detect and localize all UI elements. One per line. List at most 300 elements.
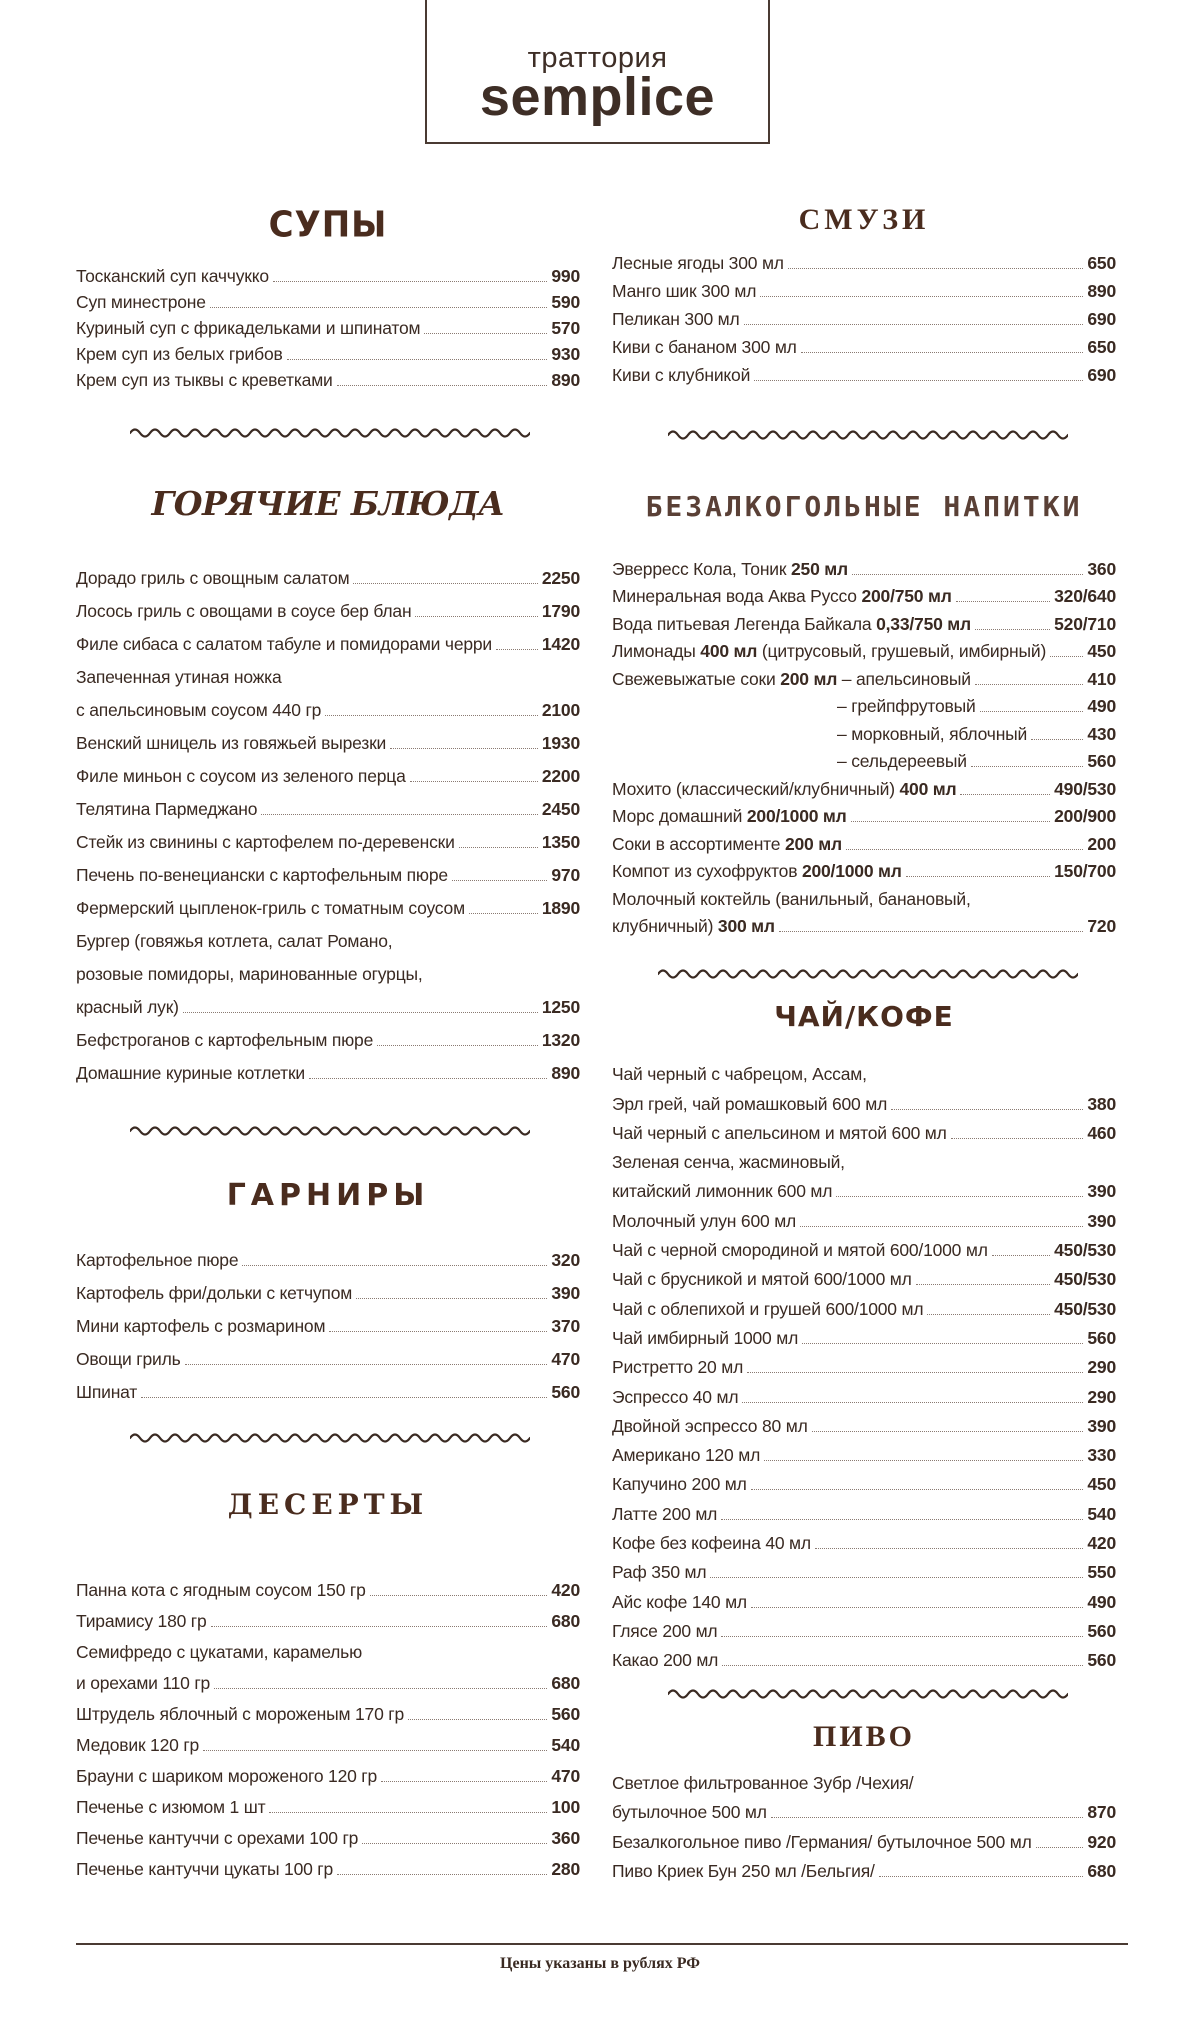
menu-item-name (76, 1859, 333, 1880)
menu-item-name (76, 931, 392, 952)
menu-item-row (612, 246, 1116, 274)
menu-item-price: 560 (1087, 1620, 1116, 1641)
menu-item-row (76, 1370, 580, 1403)
menu-item-price: 420 (551, 1580, 580, 1600)
menu-item-name (612, 281, 756, 302)
menu-item-name-text: Тирамису 180 гр (76, 1611, 207, 1631)
menu-item-price: 290 (1087, 1357, 1116, 1378)
menu-item-name-text: Панна кота с ягодным соусом 150 гр (76, 1580, 366, 1600)
menu-item-price: 2100 (541, 700, 580, 720)
menu-item-name-text: Лесные ягоды 300 мл (612, 253, 784, 273)
menu-item-name (76, 766, 406, 787)
menu-item-name-text: Чай с черной смородиной и мятой 600/1000 мл (612, 1240, 988, 1261)
menu-item-name (612, 365, 750, 386)
menu-item-row (612, 1583, 1116, 1612)
menu-item-row (612, 1642, 1116, 1671)
menu-item-row (612, 1525, 1116, 1554)
menu-item-row (612, 1085, 1116, 1114)
tea-coffee-list (612, 1056, 1116, 1671)
menu-item-name (612, 724, 1027, 745)
menu-item-name (612, 1861, 875, 1882)
menu-item-row (612, 1495, 1116, 1524)
menu-item-row (612, 1378, 1116, 1407)
menu-item-name (76, 1283, 352, 1304)
menu-item-name-text: Печенье с изюмом 1 шт (76, 1797, 266, 1817)
menu-item-name (612, 1123, 947, 1144)
leader-dots (496, 649, 538, 650)
menu-item-name (612, 1240, 988, 1261)
menu-item-name-text: Лосось гриль с овощами в соусе бер блан (76, 601, 412, 621)
menu-item-name (76, 1250, 238, 1271)
leader-dots (788, 268, 1084, 269)
menu-item-name (76, 733, 386, 754)
menu-item-name-text: Манго шик 300 мл (612, 281, 757, 301)
menu-item-price: 1930 (541, 733, 580, 753)
leader-dots (353, 583, 537, 584)
menu-item-name (76, 1766, 377, 1787)
leader-dots (815, 1548, 1083, 1549)
menu-item-name-text: красный лук) (76, 997, 179, 1017)
menu-item-price: 450 (1087, 1474, 1116, 1495)
menu-item-price: 890 (1087, 281, 1116, 301)
menu-item-price: 390 (1087, 1415, 1116, 1436)
menu-item-row (76, 1632, 580, 1663)
menu-item-price: 1350 (541, 832, 580, 852)
menu-item-row (76, 622, 580, 655)
leader-dots (211, 1626, 548, 1627)
menu-item-price: 320 (551, 1250, 580, 1270)
menu-item-name (612, 309, 740, 330)
menu-item-name-text: Телятина Пармеджано (76, 799, 258, 819)
menu-item-name-text: китайский лимонник 600 мл (612, 1181, 833, 1202)
leader-dots (744, 324, 1084, 325)
menu-item-price: 590 (551, 292, 580, 312)
menu-item-row (76, 261, 580, 287)
menu-item-price: 390 (551, 1283, 580, 1303)
menu-item-name-text: Эспрессо 40 мл (612, 1386, 739, 1407)
menu-item-price: 540 (1087, 1503, 1116, 1524)
menu-item-row (612, 330, 1116, 358)
menu-item-price: 200/900 (1054, 806, 1116, 826)
menu-item-name-text: Стейк из свинины с картофелем по-деревенски (76, 832, 455, 852)
menu-item-row (76, 919, 580, 952)
menu-item-name (612, 1533, 811, 1554)
leader-dots (1036, 1847, 1084, 1848)
menu-item-price: 890 (551, 1063, 580, 1083)
menu-item-name-text: Дорадо гриль с овощным салатом (76, 568, 350, 588)
menu-item-name-text: Зеленая сенча, жасминовый, (612, 1152, 845, 1173)
leader-dots (1050, 656, 1083, 657)
wave-divider-icon (130, 1118, 530, 1144)
menu-item-name (76, 318, 420, 339)
menu-item-volume: 200/1000 мл (797, 861, 902, 881)
menu-item-row (612, 1173, 1116, 1202)
menu-item-row (76, 655, 580, 688)
menu-item-price: 460 (1087, 1122, 1116, 1143)
menu-item-name-text: Айс кофе 140 мл (612, 1591, 747, 1612)
menu-item-name-text: Картофельное пюре (76, 1250, 239, 1270)
leader-dots (469, 913, 538, 914)
menu-item-row (612, 1853, 1116, 1883)
sides-title: ГАРНИРЫ (226, 1178, 430, 1213)
menu-item-row (612, 1290, 1116, 1319)
menu-item-price: 680 (551, 1611, 580, 1631)
soft-drinks-list (612, 552, 1116, 937)
menu-item-row (612, 690, 1116, 718)
menu-item-price: 470 (551, 1766, 580, 1786)
menu-item-price: 2450 (541, 799, 580, 819)
leader-dots (381, 1781, 547, 1782)
menu-item-name-text: Бефстроганов с картофельным пюре (76, 1030, 374, 1050)
menu-item-name (612, 1211, 796, 1232)
menu-item-row (76, 1051, 580, 1084)
menu-item-row (76, 1725, 580, 1756)
leader-dots (906, 876, 1050, 877)
menu-item-row (76, 1271, 580, 1304)
menu-item-name (612, 834, 842, 855)
leader-dots (971, 766, 1084, 767)
menu-item-name (76, 292, 206, 313)
menu-item-price: 930 (551, 344, 580, 364)
menu-item-row (612, 1466, 1116, 1495)
menu-item-name (76, 266, 269, 287)
menu-item-row (612, 358, 1116, 386)
menu-item-name-text: Медовик 120 гр (76, 1735, 200, 1755)
menu-item-row (76, 1238, 580, 1271)
menu-item-price: 560 (551, 1704, 580, 1724)
menu-item-name-text: Двойной эспрессо 80 мл (612, 1415, 808, 1436)
menu-item-name (612, 1802, 767, 1823)
soups-list (76, 261, 580, 391)
leader-dots (325, 715, 538, 716)
menu-item-price: 920 (1087, 1831, 1116, 1852)
menu-item-name (76, 1580, 366, 1601)
menu-item-volume: 200 мл (780, 833, 842, 854)
menu-item-name-text: с апельсиновым соусом 440 гр (76, 700, 322, 720)
logo-name: semplice (479, 67, 716, 127)
menu-item-name (76, 1316, 325, 1337)
menu-item-volume: 400 мл (695, 641, 758, 661)
leader-dots (956, 601, 1050, 602)
menu-item-name (612, 586, 952, 607)
menu-item-name-text: Брауни с шариком мороженого 120 гр (76, 1766, 378, 1786)
menu-item-name-text: – сельдереевый (837, 751, 967, 771)
menu-item-detail: – апельсиновый (837, 668, 971, 689)
leader-dots (751, 1607, 1083, 1608)
menu-item-name-text: Безалкогольное пиво /Германия/ бутылочное 500 мл (612, 1831, 1032, 1852)
leader-dots (203, 1750, 547, 1751)
menu-item-name (612, 1832, 1032, 1853)
menu-item-price: 1790 (541, 601, 580, 621)
menu-item-name-text: Лимонады (612, 641, 696, 661)
leader-dots (916, 1284, 1051, 1285)
menu-item-row (76, 1756, 580, 1787)
menu-item-name (612, 1504, 717, 1525)
menu-item-price: 320/640 (1054, 586, 1116, 606)
menu-item-name (612, 861, 902, 882)
menu-item-price: 650 (1087, 337, 1116, 357)
menu-item-name-text: Суп минестроне (76, 292, 206, 312)
menu-item-volume: 200 мл (775, 668, 838, 689)
menu-item-price: 1890 (541, 898, 580, 918)
beer-list (612, 1764, 1116, 1882)
menu-item-row (76, 886, 580, 919)
menu-item-row (76, 985, 580, 1018)
menu-item-name (612, 1357, 743, 1378)
leader-dots (891, 1109, 1083, 1110)
menu-item-name (612, 751, 967, 772)
menu-item-name-text: бутылочное 500 мл (612, 1802, 767, 1822)
menu-item-name-text: Крем суп из тыквы с креветками (76, 370, 333, 390)
leader-dots (812, 1431, 1084, 1432)
menu-item-name (612, 1387, 738, 1408)
menu-item-price: 570 (551, 318, 580, 338)
menu-item-volume: 300 мл (713, 916, 775, 936)
menu-item-name (612, 253, 784, 274)
menu-item-name-text: Тосканский суп каччукко (76, 266, 269, 286)
menu-item-row (76, 365, 580, 391)
menu-item-row (612, 274, 1116, 302)
menu-item-row (76, 1787, 580, 1818)
menu-item-name-text: Киви с клубникой (612, 365, 751, 385)
menu-item-row (612, 1823, 1116, 1853)
leader-dots (370, 1595, 548, 1596)
menu-item-name (612, 1299, 923, 1320)
menu-item-row (612, 1408, 1116, 1437)
leader-dots (960, 794, 1050, 795)
menu-item-name-text: Морс домашний (612, 806, 743, 826)
leader-dots (980, 711, 1084, 712)
leader-dots (975, 684, 1084, 685)
menu-item-price: 490 (1087, 1591, 1116, 1612)
menu-item-name (76, 601, 411, 622)
leader-dots (141, 1397, 547, 1398)
leader-dots (851, 821, 1051, 822)
menu-item-name (612, 1269, 912, 1290)
menu-item-row (76, 1849, 580, 1880)
leader-dots (710, 1577, 1083, 1578)
beer-section (612, 1720, 1116, 1882)
leader-dots (424, 333, 547, 334)
menu-item-price: 520/710 (1054, 613, 1116, 634)
leader-dots (242, 1265, 547, 1266)
leader-dots (214, 1688, 547, 1689)
leader-dots (273, 281, 547, 282)
smoothies-list (612, 246, 1116, 386)
menu-item-name (612, 1562, 706, 1583)
menu-item-name (76, 799, 257, 820)
menu-item-name-text: Печенье кантуччи с орехами 100 гр (76, 1828, 359, 1848)
menu-item-price: 560 (1087, 1327, 1116, 1348)
menu-item-row (612, 635, 1116, 663)
menu-item-price: 280 (551, 1859, 580, 1879)
menu-item-price: 560 (1087, 1650, 1116, 1671)
leader-dots (337, 385, 548, 386)
menu-item-name (76, 964, 423, 985)
sides-list (76, 1238, 580, 1403)
leader-dots (329, 1331, 547, 1332)
menu-item-name (612, 1152, 845, 1173)
menu-item-price: 1250 (541, 997, 580, 1017)
menu-item-name (76, 1735, 199, 1756)
menu-item-price: 290 (1087, 1386, 1116, 1407)
leader-dots (760, 296, 1083, 297)
leader-dots (951, 1138, 1084, 1139)
menu-item-price: 550 (1087, 1562, 1116, 1583)
leader-dots (751, 1489, 1084, 1490)
menu-item-name-text: Капучино 200 мл (612, 1474, 747, 1495)
leader-dots (452, 880, 547, 881)
wave-divider-icon (130, 1425, 530, 1451)
menu-item-name-text: Светлое фильтрованное Зубр /Чехия/ (612, 1772, 914, 1793)
leader-dots (356, 1298, 547, 1299)
menu-item-row (612, 580, 1116, 608)
menu-item-name-text: Венский шницель из говяжьей вырезки (76, 733, 387, 753)
leader-dots (377, 1045, 538, 1046)
wave-path (130, 430, 530, 437)
menu-item-name (76, 1642, 362, 1663)
menu-item-name-text: Американо 120 мл (612, 1445, 761, 1466)
menu-item-detail: (цитрусовый, грушевый, имбирный) (757, 641, 1047, 661)
menu-item-volume: 250 мл (786, 558, 848, 579)
soups-section (76, 205, 580, 391)
menu-item-row (76, 721, 580, 754)
menu-item-name (76, 1063, 305, 1084)
menu-item-row (612, 1261, 1116, 1290)
menu-item-name-text: Киви с бананом 300 мл (612, 337, 797, 357)
menu-item-row (76, 556, 580, 589)
menu-item-row (76, 1663, 580, 1694)
leader-dots (846, 849, 1083, 850)
menu-item-price: 360 (1087, 558, 1116, 579)
menu-item-name-text: Мохито (классический/клубничный) (612, 778, 895, 799)
menu-item-name (612, 1445, 760, 1466)
menu-item-name (76, 865, 448, 886)
wave-divider-icon (668, 422, 1068, 448)
wave-path (668, 1691, 1068, 1698)
menu-item-name-text: – грейпфрутовый (837, 696, 976, 716)
soups-title: СУПЫ (268, 203, 388, 246)
menu-item-price: 560 (1087, 751, 1116, 771)
menu-item-name-text: Чай с брусникой и мятой 600/1000 мл (612, 1269, 912, 1290)
smoothies-section (612, 203, 1116, 386)
menu-item-name-text: Печенье кантуччи цукаты 100 гр (76, 1859, 334, 1879)
leader-dots (879, 1876, 1084, 1877)
menu-item-name (612, 641, 1046, 662)
menu-item-price: 450/530 (1054, 1269, 1116, 1290)
menu-item-name (76, 667, 282, 688)
menu-item-name (76, 832, 455, 853)
leader-dots (742, 1402, 1083, 1403)
menu-item-row (612, 1613, 1116, 1642)
menu-item-name (612, 1592, 747, 1613)
menu-item-price: 470 (551, 1349, 580, 1369)
leader-dots (992, 1255, 1050, 1256)
menu-item-row (76, 1304, 580, 1337)
menu-item-name-text: Раф 350 мл (612, 1562, 707, 1583)
menu-item-row (612, 302, 1116, 330)
menu-item-name (612, 337, 797, 358)
menu-item-name-text: – морковный, яблочный (837, 723, 1028, 744)
leader-dots (415, 616, 537, 617)
leader-dots (459, 847, 538, 848)
menu-item-row (76, 1601, 580, 1632)
menu-item-row (76, 688, 580, 721)
menu-item-row (76, 589, 580, 622)
wave-path (130, 1435, 530, 1442)
menu-item-row (612, 552, 1116, 580)
menu-item-name (76, 997, 179, 1018)
menu-item-price: 970 (551, 865, 580, 885)
menu-item-name (612, 1328, 798, 1349)
menu-item-row (612, 662, 1116, 690)
menu-item-price: 100 (551, 1797, 580, 1817)
soft-drinks-section (612, 490, 1116, 937)
menu-item-name-text: Компот из сухофруктов (612, 861, 798, 881)
menu-item-row (612, 910, 1116, 938)
menu-item-row (76, 820, 580, 853)
desserts-list (76, 1570, 580, 1880)
menu-item-price: 690 (1087, 309, 1116, 329)
tea-coffee-title: ЧАЙ/КОФЕ (774, 1000, 954, 1033)
leader-dots (287, 359, 548, 360)
menu-item-row (76, 853, 580, 886)
menu-item-name-text: Чай черный с чабрецом, Ассам, (612, 1064, 867, 1085)
soft-drinks-title: БЕЗАЛКОГОЛЬНЫЕ НАПИТКИ (645, 490, 1083, 523)
menu-item-price: 390 (1087, 1181, 1116, 1202)
hot-section (76, 484, 580, 1084)
menu-item-name (612, 669, 971, 690)
footer-divider (76, 1943, 1128, 1945)
wave-path (658, 971, 1078, 978)
menu-item-price: 490 (1087, 696, 1116, 716)
menu-item-name (612, 1416, 808, 1437)
leader-dots (408, 1719, 547, 1720)
menu-item-name-text: Чай черный с апельсином и мятой 600 мл (612, 1122, 947, 1143)
menu-item-row (612, 772, 1116, 800)
menu-item-price: 680 (551, 1673, 580, 1693)
menu-item-price: 690 (1087, 365, 1116, 385)
menu-item-price: 540 (551, 1735, 580, 1755)
leader-dots (747, 1372, 1083, 1373)
menu-item-price: 720 (1087, 916, 1116, 936)
menu-item-name-text: Домашние куриные котлетки (76, 1063, 306, 1083)
menu-item-price: 990 (551, 266, 580, 286)
menu-item-name-text: Пеликан 300 мл (612, 309, 740, 329)
menu-item-price: 560 (551, 1382, 580, 1402)
leader-dots (721, 1519, 1083, 1520)
wave-path (130, 1128, 530, 1135)
menu-item-name-text: и орехами 110 гр (76, 1673, 211, 1693)
leader-dots (771, 1817, 1084, 1818)
menu-item-row (612, 1056, 1116, 1085)
menu-item-price: 890 (551, 370, 580, 390)
menu-item-price: 2250 (541, 568, 580, 588)
leader-dots (309, 1078, 547, 1079)
menu-item-name (76, 1673, 210, 1694)
menu-item-name (76, 344, 283, 365)
menu-item-row (76, 287, 580, 313)
menu-item-price: 200 (1087, 833, 1116, 854)
menu-item-name (612, 1094, 887, 1115)
menu-item-row (612, 1794, 1116, 1824)
menu-item-row (612, 745, 1116, 773)
menu-item-name-text: Минеральная вода Аква Руссо (612, 586, 857, 606)
menu-item-name-text: Пиво Криек Бун 250 мл /Бельгия/ (612, 1861, 875, 1881)
leader-dots (261, 814, 538, 815)
menu-item-name (612, 1650, 718, 1671)
menu-item-name-text: Эверресс Кола, Тоник (612, 558, 787, 579)
